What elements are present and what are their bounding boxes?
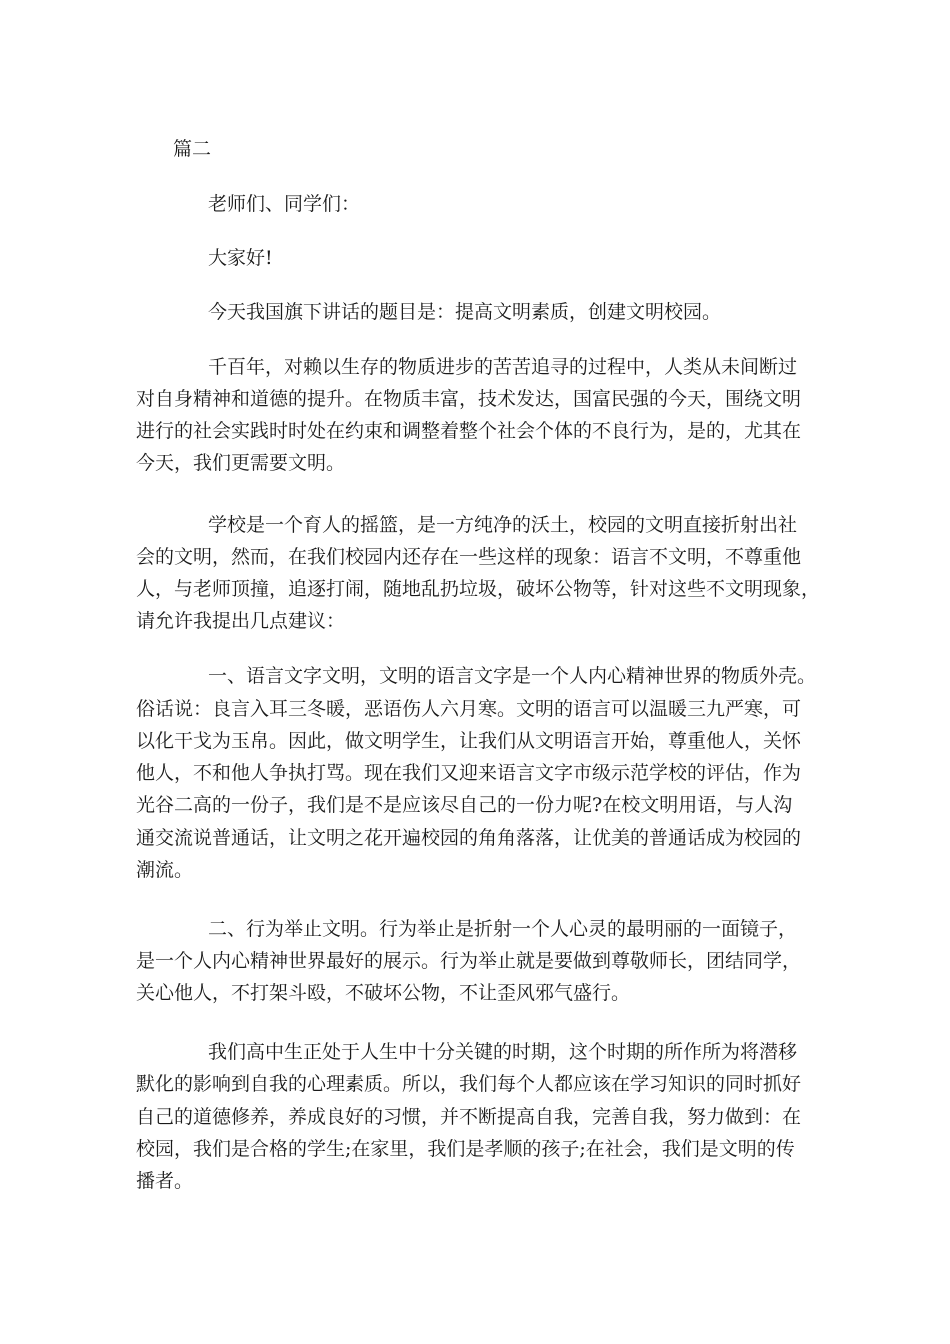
paragraph-line: 校园，我们是合格的学生;在家里，我们是孝顺的孩子;在社会，我们是文明的传: [136, 1138, 795, 1160]
paragraph-line: 人，与老师顶撞，追逐打闹，随地乱扔垃圾，破坏公物等，针对这些不文明现象，: [136, 578, 821, 600]
paragraph-line: 进行的社会实践时时处在约束和调整着整个社会个体的不良行为，是的，尤其在: [136, 420, 802, 442]
greeting-line: 老师们、同学们：: [208, 193, 361, 215]
paragraph-line: 俗话说：良言入耳三冬暖，恶语伤人六月寒。文明的语言可以温暖三九严寒，可: [136, 698, 802, 720]
paragraph-line: 通交流说普通话，让文明之花开遍校园的角角落落，让优美的普通话成为校园的: [136, 827, 802, 849]
topic-line: 今天我国旗下讲话的题目是：提高文明素质，创建文明校园。: [208, 301, 722, 323]
paragraph-line: 二、行为举止文明。行为举止是折射一个人心灵的最明丽的一面镜子，: [208, 918, 798, 940]
paragraph-line: 是一个人内心精神世界最好的展示。行为举止就是要做到尊敬师长，团结同学，: [136, 950, 802, 972]
paragraph-line: 默化的影响到自我的心理素质。所以，我们每个人都应该在学习知识的同时抓好: [136, 1073, 802, 1095]
paragraph-line: 会的文明，然而，在我们校园内还存在一些这样的现象：语言不文明，不尊重他: [136, 546, 802, 568]
paragraph-line: 对自身精神和道德的提升。在物质丰富，技术发达，国富民强的今天，围绕文明: [136, 388, 802, 410]
paragraph-line: 播者。: [136, 1170, 194, 1192]
paragraph-line: 学校是一个育人的摇篮，是一方纯净的沃土，校园的文明直接折射出社: [208, 514, 798, 536]
paragraph-line: 潮流。: [136, 859, 194, 881]
paragraph-line: 光谷二高的一份子，我们是不是应该尽自己的一份力呢?在校文明用语，与人沟: [136, 794, 793, 816]
paragraph-line: 一、语言文字文明，文明的语言文字是一个人内心精神世界的物质外壳。: [208, 665, 817, 687]
paragraph-line: 我们高中生正处于人生中十分关键的时期，这个时期的所作所为将潜移: [208, 1041, 798, 1063]
paragraph-line: 自己的道德修养，养成良好的习惯，并不断提高自我，完善自我，努力做到：在: [136, 1106, 802, 1128]
section-title: 篇二: [173, 138, 212, 160]
greeting-line: 大家好!: [208, 247, 273, 269]
paragraph-line: 今天，我们更需要文明。: [136, 452, 346, 474]
paragraph-line: 请允许我提出几点建议：: [136, 610, 346, 632]
paragraph-line: 他人，不和他人争执打骂。现在我们又迎来语言文字市级示范学校的评估，作为: [136, 762, 802, 784]
paragraph-line: 以化干戈为玉帛。因此，做文明学生，让我们从文明语言开始，尊重他人，关怀: [136, 730, 802, 752]
paragraph-line: 千百年，对赖以生存的物质进步的苦苦追寻的过程中，人类从未间断过: [208, 356, 798, 378]
paragraph-line: 关心他人，不打架斗殴，不破坏公物，不让歪风邪气盛行。: [136, 982, 631, 1004]
